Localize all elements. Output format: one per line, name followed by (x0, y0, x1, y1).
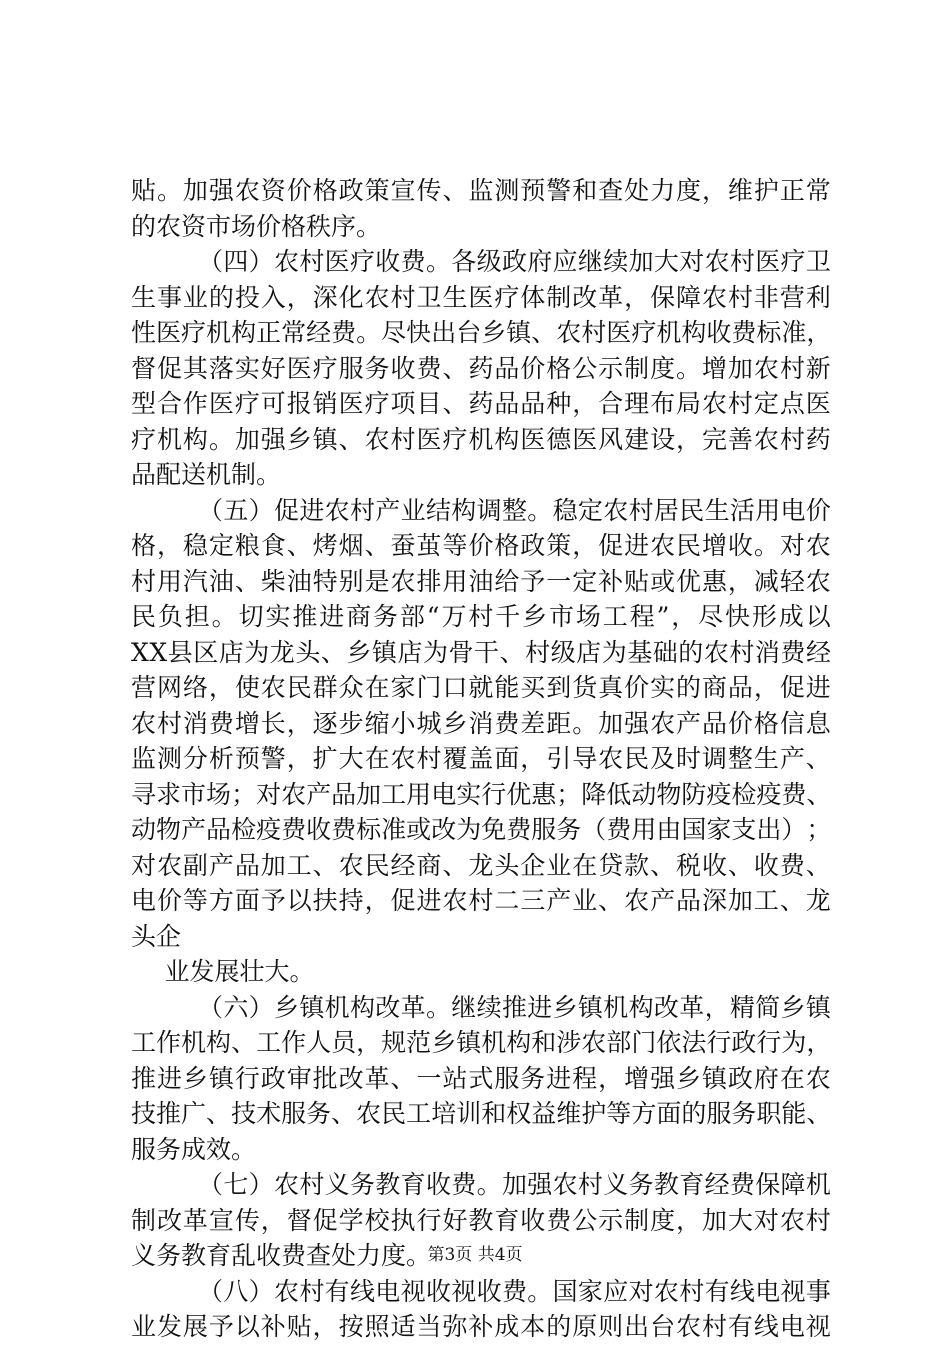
text-line: 服务成效。 (131, 1134, 257, 1164)
text-line: 格 ， 稳 定 粮 食 、 烤 烟 、 蚕 茧 等 价 格 政 策 ， 促 进 农 民 增 收 。 对 农 (131, 531, 831, 560)
document-body (131, 173, 831, 1345)
text-line: 监 测 分 析 预 警 ， 扩 大 在 农 村 覆 盖 面 ， 引 导 农 民 及 时 调 整 生 产 、 (131, 744, 831, 773)
text-line: X X 县 区 店 为 龙 头 、 乡 镇 店 为 骨 干 、 村 级 店 为 基 础 的 农 村 消 费 经 (131, 637, 831, 667)
text-line: （ 六 ） 乡 镇 机 构 改 革 。 继 续 推 进 乡 镇 机 构 改 革 ， 精 简 乡 镇 (198, 992, 831, 1022)
text-line: 制 改 革 宣 传 ， 督 促 学 校 执 行 好 教 育 收 费 公 示 制 度 ， 加 大 对 农 村 (131, 1205, 831, 1235)
text-line: 工 作 机 构 、 工 作 人 员 ， 规 范 乡 镇 机 构 和 涉 农 部 门 依 法 行 政 行 为 ， (131, 1028, 832, 1057)
text-line: 动 物 产 品 检 疫 费 收 费 标 准 或 改 为 免 费 服 务 （ 费 用 由 国 家 支 出 ） ； (131, 815, 832, 844)
text-line: 寻 求 市 场 ； 对 农 产 品 加 工 用 电 实 行 优 惠 ； 降 低 动 物 防 疫 检 疫 费 、 (131, 779, 832, 809)
text-line: 贴 。 加 强 农 资 价 格 政 策 宣 传 、 监 测 预 警 和 查 处 力 度 ， 维 护 正 常 (131, 176, 831, 205)
text-line: （ 五 ） 促 进 农 村 产 业 结 构 调 整 。 稳 定 农 村 居 民 生 活 用 电 价 (198, 495, 831, 525)
text-line: 技 推 广 、 技 术 服 务 、 农 民 工 培 训 和 权 益 维 护 等 方 面 的 服 务 职 能 、 (131, 1099, 832, 1128)
text-line: 型 合 作 医 疗 可 报 销 医 疗 项 目 、 药 品 品 种 ， 合 理 布 局 农 村 定 点 医 (131, 389, 831, 418)
text-line: 营 网 络 ， 使 农 民 群 众 在 家 门 口 就 能 买 到 货 真 价 实 的 商 品 ， 促 进 (131, 673, 831, 702)
text-line: 品配送机制。 (131, 460, 282, 489)
text-line: 农 村 消 费 增 长 ， 逐 步 缩 小 城 乡 消 费 差 距 。 加 强 农 产 品 价 格 信 息 (131, 708, 831, 738)
text-line: 民 负 担 。 切 实 推 进 商 务 部 “ 万 村 千 乡 市 场 工 程 ” ， 尽 快 形 成 以 (131, 602, 831, 631)
text-line: 推 进 乡 镇 行 政 审 批 改 革 、 一 站 式 服 务 进 程 ， 增 强 乡 镇 政 府 在 农 (131, 1063, 831, 1093)
text-line: （ 四 ） 农 村 医 疗 收 费 。 各 级 政 府 应 继 续 加 大 对 农 村 医 疗 卫 (198, 247, 831, 276)
page-footer: 第3页 共4页 (427, 1245, 523, 1265)
text-line: 对 农 副 产 品 加 工 、 农 民 经 商 、 龙 头 企 业 在 贷 款 、 税 收 、 收 费 、 (131, 850, 831, 880)
text-line: （ 八 ） 农 村 有 线 电 视 收 视 收 费 。 国 家 应 对 农 村 有 线 电 视 事 (198, 1276, 831, 1306)
text-line: （ 七 ） 农 村 义 务 教 育 收 费 。 加 强 农 村 义 务 教 育 经 费 保 障 机 (198, 1170, 831, 1199)
text-line: 头企 (131, 921, 182, 951)
text-line: 义务教育乱收费查处力度。 (131, 1241, 432, 1270)
text-line: 疗 机 构 。 加 强 乡 镇 、 农 村 医 疗 机 构 医 德 医 风 建 设 ， 完 善 农 村 药 (131, 424, 831, 454)
text-line: 业发展壮大。 (164, 957, 315, 986)
text-line: 电 价 等 方 面 予 以 扶 持 ， 促 进 农 村 二 三 产 业 、 农 产 品 深 加 工 、 龙 (131, 886, 831, 915)
text-line: 性 医 疗 机 构 正 常 经 费 。 尽 快 出 台 乡 镇 、 农 村 医 疗 机 构 收 费 标 准 ， (131, 318, 832, 347)
text-line: 生 事 业 的 投 入 ， 深 化 农 村 卫 生 医 疗 体 制 改 革 ， 保 障 农 村 非 营 利 (131, 282, 831, 312)
text-line: 的农资市场价格秩序。 (131, 211, 382, 241)
text-line: 业 发 展 予 以 补 贴 ， 按 照 适 当 弥 补 成 本 的 原 则 出 台 农 村 有 线 电 视 (131, 1312, 831, 1341)
text-line: 督 促 其 落 实 好 医 疗 服 务 收 费 、 药 品 价 格 公 示 制 度 。 增 加 农 村 新 (131, 353, 831, 383)
text-line: 村 用 汽 油 、 柴 油 特 别 是 农 排 用 油 给 予 一 定 补 贴 或 优 惠 ， 减 轻 农 (131, 566, 831, 596)
